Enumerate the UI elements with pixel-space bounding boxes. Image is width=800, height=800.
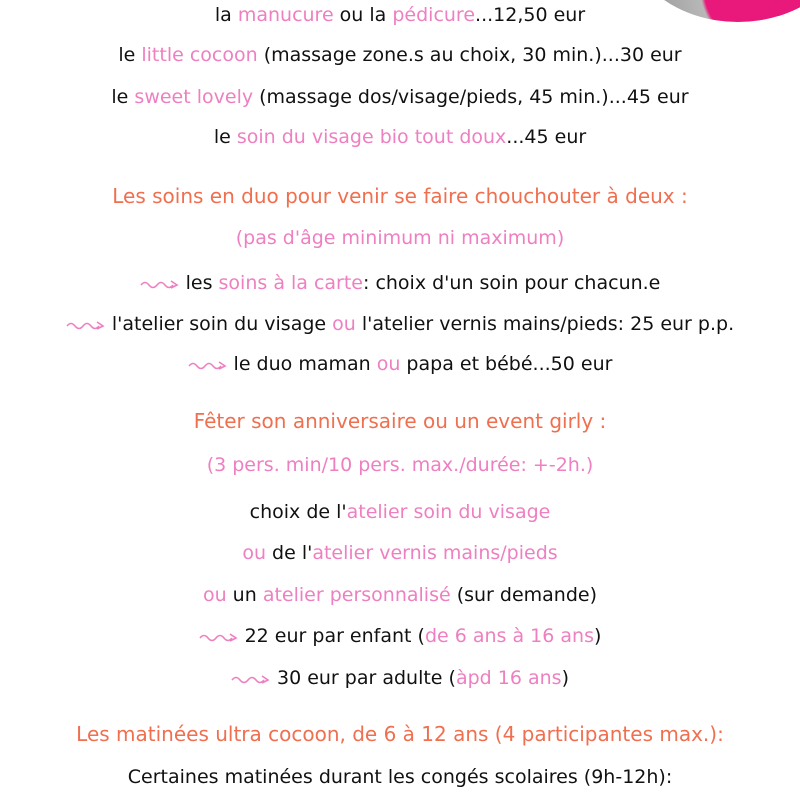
anniversaire-subtitle: (3 pers. min/10 pers. max./durée: +-2h.) [206,454,594,476]
anniversaire-title: Fêter son anniversaire ou un event girly : [193,409,607,433]
sweet-lovely-line: le sweet lovely (massage dos/visage/pieds, 45 min.)...45 eur [111,86,689,108]
little-cocoon-line: le little cocoon (massage zone.s au choix, 30 min.)...30 eur [118,44,682,66]
duo-subtitle: (pas d'âge minimum ni maximum) [235,227,565,249]
atelier-duo-line: l'atelier soin du visage ou l'atelier vernis mains/pieds: 25 eur p.p. [0,315,800,334]
manucure-line: la manucure ou la pédicure...12,50 eur [214,4,586,26]
squiggle-arrow-icon [231,671,271,686]
choix-perso-line: ou un atelier personnalisé (sur demande) [202,584,598,606]
soin-visage-line: le soin du visage bio tout doux...45 eur [213,126,587,148]
squiggle-arrow-icon [66,317,106,332]
choix-visage-line: choix de l'atelier soin du visage [249,501,551,523]
prix-adulte-line: 30 eur par adulte (àpd 16 ans) [0,669,800,688]
choix-vernis-line: ou de l'atelier vernis mains/pieds [242,542,558,564]
prix-enfant-line: 22 eur par enfant (de 6 ans à 16 ans) [0,627,800,646]
squiggle-arrow-icon [188,357,228,372]
duo-title: Les soins en duo pour venir se faire chouchouter à deux : [112,184,688,208]
matinees-line1: Certaines matinées durant les congés scolaires (9h-12h): [127,766,673,788]
squiggle-arrow-icon [199,629,239,644]
squiggle-arrow-icon [140,276,180,291]
soins-carte-line: les soins à la carte: choix d'un soin pour chacun.e [0,274,800,293]
duo-maman-line: le duo maman ou papa et bébé...50 eur [0,355,800,374]
matinees-title: Les matinées ultra cocoon, de 6 à 12 ans (4 participantes max.): [76,722,724,746]
